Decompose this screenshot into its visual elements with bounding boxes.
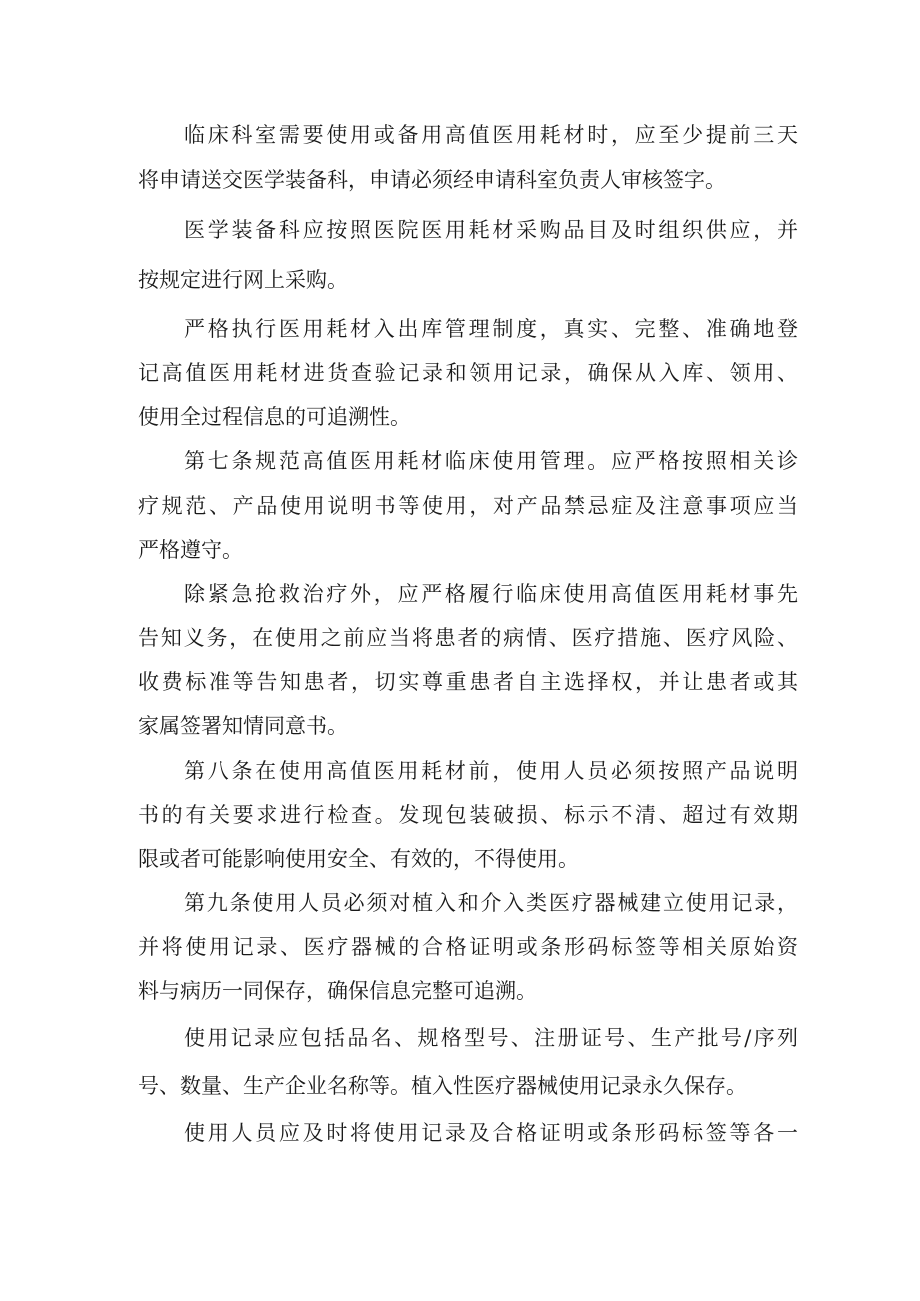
text-line: 将申请送交医学装备科，申请必须经申请科室负责人审核签字。 — [138, 168, 726, 192]
text-line: 号、数量、生产企业名称等。植入性医疗器械使用记录永久保存。 — [138, 1074, 747, 1098]
text-line: 除紧急抢救治疗外，应严格履行临床使用高值医用耗材事先 — [184, 582, 798, 606]
text-line: 告知义务，在使用之前应当将患者的病情、医疗措施、医疗风险、 — [138, 626, 798, 650]
text-line: 收费标准等告知患者，切实尊重患者自主选择权，并让患者或其 — [138, 670, 798, 694]
text-line: 使用人员应及时将使用记录及合格证明或条形码标签等各一 — [184, 1121, 798, 1145]
text-line: 家属签署知情同意书。 — [138, 714, 348, 738]
text-line: 书的有关要求进行检查。发现包装破损、标示不清、超过有效期 — [138, 803, 798, 827]
text-line: 并将使用记录、医疗器械的合格证明或条形码标签等相关原始资 — [138, 935, 798, 959]
text-line: 临床科室需要使用或备用高值医用耗材时，应至少提前三天 — [184, 123, 798, 147]
text-line: 限或者可能影响使用安全、有效的，不得使用。 — [138, 847, 579, 871]
text-line: 严格执行医用耗材入出库管理制度，真实、完整、准确地登 — [184, 317, 798, 341]
text-line: 严格遵守。 — [138, 538, 243, 562]
text-line: 使用记录应包括品名、规格型号、注册证号、生产批号/序列 — [184, 1026, 798, 1050]
text-line: 使用全过程信息的可追溯性。 — [138, 405, 411, 429]
text-line: 第八条在使用高值医用耗材前，使用人员必须按照产品说明 — [184, 759, 798, 783]
text-line: 按规定进行网上采购。 — [138, 268, 348, 292]
text-line: 疗规范、产品使用说明书等使用，对产品禁忌症及注意事项应当 — [138, 494, 798, 518]
text-line: 第九条使用人员必须对植入和介入类医疗器械建立使用记录， — [184, 891, 798, 915]
text-line: 记高值医用耗材进货查验记录和领用记录，确保从入库、领用、 — [138, 361, 798, 385]
text-line: 医学装备科应按照医院医用耗材采购品目及时组织供应，并 — [184, 218, 798, 242]
text-line: 第七条规范高值医用耗材临床使用管理。应严格按照相关诊 — [184, 449, 798, 473]
text-line: 料与病历一同保存，确保信息完整可追溯。 — [138, 979, 537, 1003]
